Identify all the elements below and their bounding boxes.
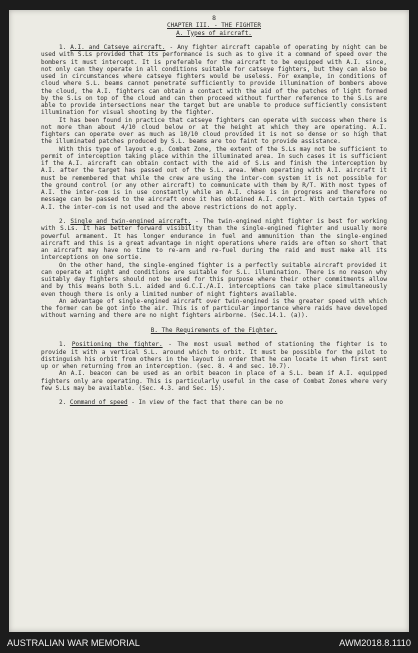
paragraph-beacon bbox=[41, 370, 387, 392]
paragraph-text: - The twin-engined night fighter is best for working with S.Ls. It has better forward visibility than the single-engined fighter and usually more powerful armament. It has longer endurance in fuel and ammunition than the single-engined aircraft and this is a great advantage in night operations where raids are often so short that an aircraft may have no time to re-arm and re-fuel during the raid and must make all its interceptions on one sortie. bbox=[41, 218, 387, 262]
paragraph-text: - Any fighter aircraft capable of operating by night can be used with S.Ls provided that its performance is such as to give it a command of speed over the bombers it must intercept. It is preferable for the aircraft to be equipped with A.I. since, not only can they operate in all conditions suitable for catseye fighters, but they can also be used in circumstances where catseye fighters would be useless. For example, in conditions of cloud where S.L. beams cannot penetrate sufficiently to provide illumination of bombers above the cloud, the A.I. fighters can obtain a contact with the aid of the patches of light formed by the S.Ls on top of the cloud and can then proceed without further reference to the S.Ls are able to provide intersections near the target but are unable to produce sufficiently consistent illumination for visual shooting by the fighter. bbox=[41, 44, 387, 117]
paragraph-single-twin bbox=[41, 218, 387, 262]
paragraph-text: An A.I. beacon can be used as an orbit beacon in place of a S.L. beam if A.I. equipped fighters only are operating. This is particularly useful in the case of Combat Zones where very few S.Ls may be available. (Sec. 4.3. and Sec. 15). bbox=[41, 370, 387, 392]
section-a-title: A. Types of aircraft. bbox=[176, 29, 252, 37]
paragraph-heading: Single and twin-engined aircraft. bbox=[70, 218, 192, 225]
paragraph-text: On the other hand, the single-engined fighter is a perfectly suitable aircraft provided it can operate at night and conditions are suitable for S.L. illumination. There is no reason why suitably day fighters should not be used for this purpose where their other commitments allow and by this means both S.L. aided and G.C.I./A.I. interceptions can take place simultaneously even though there is only a limited number of night fighters available. bbox=[41, 261, 387, 298]
paragraph-text: With this type of layout e.g. Combat Zone, the extent of the S.Ls may not be sufficient to permit of interception taking place within the illuminated area. In such cases it is sufficient if the A.I. aircraft can obtain contact with the aid of S.Ls and finish the interception by A.I. after the target has passed out of the S.L. area. When operating with A.I. aircraft it must be remembered that while the crew are using the inter-com system it is not possible for the ground control (or any other aircraft) to communicate with them by R/T. With most types of A.I. the inter-com is in use constantly while an A.I. chase is in progress and therefore no message can be passed to the aircraft once it has obtained A.I. contact. With certain types of A.I. the inter-com is not used and the above restrictions do not apply. bbox=[41, 145, 387, 211]
paragraph-other-hand bbox=[41, 262, 387, 298]
paragraph-text: - In view of the fact that there can be no bbox=[127, 399, 283, 407]
paragraph-text: It has been found in practice that catseye fighters can operate with success when there is not more than about 4/10 cloud below or at the height at which they are operating. A.I. fighters can operate over as much as 10/10 cloud provided it is not so dense or so high that the illuminated patches produced by S.L. beams are too faint to provide assistance. bbox=[41, 116, 387, 146]
footer-institution: AUSTRALIAN WAR MEMORIAL bbox=[7, 637, 140, 648]
paragraph-number: 1. bbox=[59, 44, 67, 51]
paragraph-layout bbox=[41, 146, 387, 211]
chapter-title: CHAPTER III. - THE FIGHTER bbox=[167, 22, 261, 30]
paragraph-ai-catseye bbox=[41, 44, 387, 117]
paragraph-cloud bbox=[41, 117, 387, 146]
paragraph-heading: Positioning the fighter. bbox=[71, 341, 163, 349]
paragraph-number: 1. bbox=[59, 341, 67, 349]
page-number: 8 bbox=[212, 14, 216, 22]
footer-bar bbox=[0, 632, 418, 653]
paragraph-text: - The most usual method of stationing the fighter is to provide it with a vertical S.L. around which to orbit. It must be possible for the pilot to distinguish his orbit from others in the layout in order that he can locate it when first sent up or when returning from an interception. (sec. 8. 4 and sec. 10.7). bbox=[41, 341, 387, 370]
paragraph-command-speed bbox=[41, 399, 387, 406]
section-b-title: B. The Requirements of the Fighter. bbox=[150, 326, 278, 334]
paragraph-positioning bbox=[41, 341, 387, 370]
paragraph-text: An advantage of single-engined aircraft over twin-engined is the greater speed with which the former can be got into the air. This is of particular importance where raids have developed without warning and there are no night fighters airborne. (Sec.14.1. (a)). bbox=[41, 297, 387, 320]
paragraph-heading: Command of speed bbox=[69, 399, 128, 407]
paragraph-number: 2. bbox=[59, 399, 67, 407]
paragraph-advantage bbox=[41, 298, 387, 320]
document-page bbox=[9, 10, 409, 632]
footer-accession-number: AWM2018.8.1110 bbox=[339, 637, 411, 648]
paragraph-number: 2. bbox=[59, 218, 67, 225]
paragraph-heading: A.I. and Catseye aircraft. bbox=[70, 44, 166, 51]
